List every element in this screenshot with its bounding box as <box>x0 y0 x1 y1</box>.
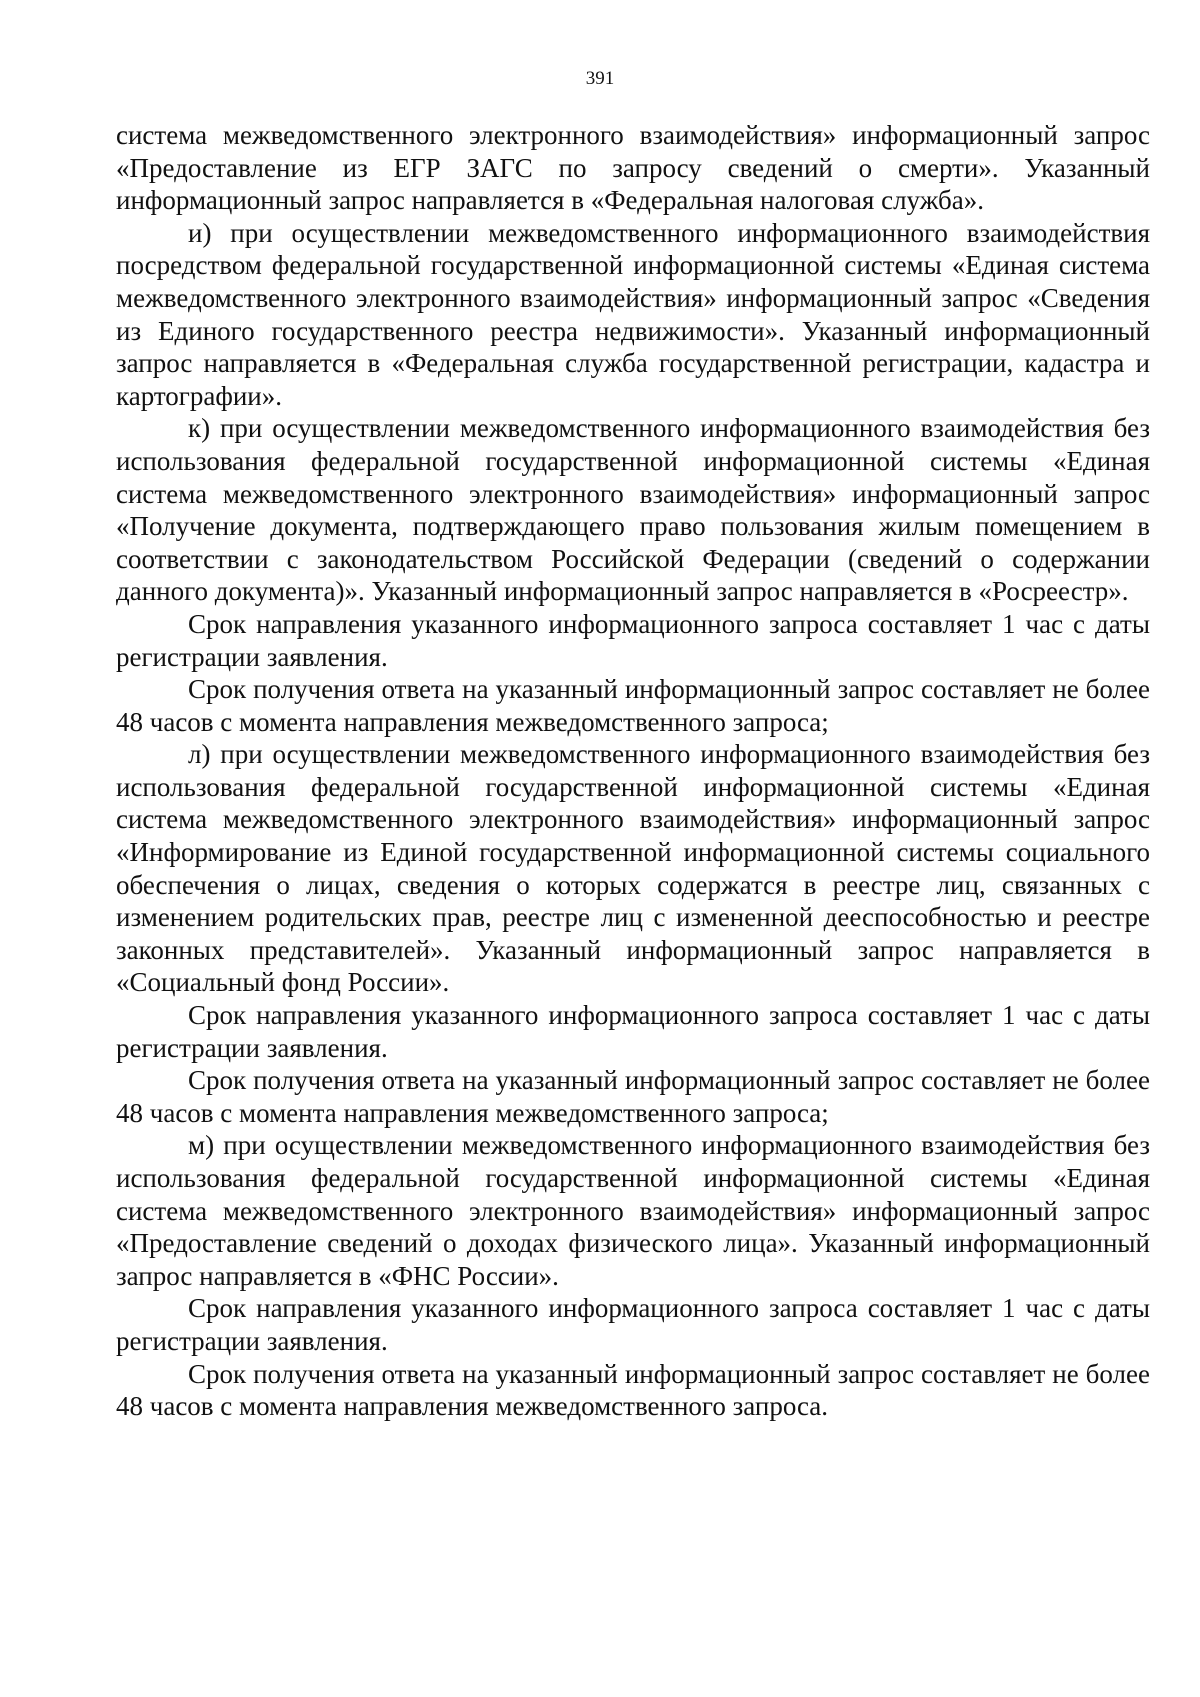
paragraph-item-i: и) при осуществлении межведомственного информационного взаимодействия посредством федеральной государственной информационной системы «Единая система межведомственного электронного взаимодействия» информационный запрос «Сведения из Единого государственного реестра недвижимости». Указанный информационный запрос направляется в «Федеральная служба государственной регистрации, кадастра и картографии». <box>116 217 1150 411</box>
paragraph-response-deadline: Срок получения ответа на указанный информационный запрос составляет не более 48 часов с момента направления межведомственного запроса. <box>116 1358 1150 1422</box>
page-number: 391 <box>585 68 615 89</box>
paragraph-response-deadline: Срок получения ответа на указанный информационный запрос составляет не более 48 часов с момента направления межведомственного запроса; <box>116 674 1150 737</box>
paragraph-continuation: система межведомственного электронного взаимодействия» информационный запрос «Предоставление из ЕГР ЗАГС по запросу сведений о смерти». Указанный информационный запрос направляется в «Федеральная налоговая служба». <box>116 120 1150 216</box>
paragraph-send-deadline: Срок направления указанного информационного запроса составляет 1 час с даты регистрации заявления. <box>116 1000 1150 1063</box>
paragraph-item-m: м) при осуществлении межведомственного информационного взаимодействия без использования федеральной государственной информационной системы «Единая система межведомственного электронного взаимодействия» информационный запрос «Предоставление сведений о доходах физического лица». Указанный информационный запрос направляется в «ФНС России». <box>116 1130 1150 1291</box>
paragraph-send-deadline: Срок направления указанного информационного запроса составляет 1 час с даты регистрации заявления. <box>116 608 1150 672</box>
paragraph-send-deadline: Срок направления указанного информационного запроса составляет 1 час с даты регистрации заявления. <box>116 1293 1150 1356</box>
paragraph-item-k: к) при осуществлении межведомственного информационного взаимодействия без использования федеральной государственной информационной системы «Единая система межведомственного электронного взаимодействия» информационный запрос «Получение документа, подтверждающего право пользования жилым помещением в соответствии с законодательством Российской Федерации (сведений о содержании данного документа)». Указанный информационный запрос направляется в «Росреестр». <box>116 413 1150 607</box>
document-body <box>116 119 1150 1423</box>
paragraph-item-l: л) при осуществлении межведомственного информационного взаимодействия без использования федеральной государственной информационной системы «Единая система межведомственного электронного взаимодействия» информационный запрос «Информирование из Единой государственной информационной системы социального обеспечения о лицах, сведения о которых содержатся в реестре лиц, связанных с изменением родительских прав, реестре лиц с измененной дееспособностью и реестре законных представителей». Указанный информационный запрос направляется в «Социальный фонд России». <box>116 739 1150 998</box>
paragraph-response-deadline: Срок получения ответа на указанный информационный запрос составляет не более 48 часов с момента направления межведомственного запроса; <box>116 1065 1150 1128</box>
